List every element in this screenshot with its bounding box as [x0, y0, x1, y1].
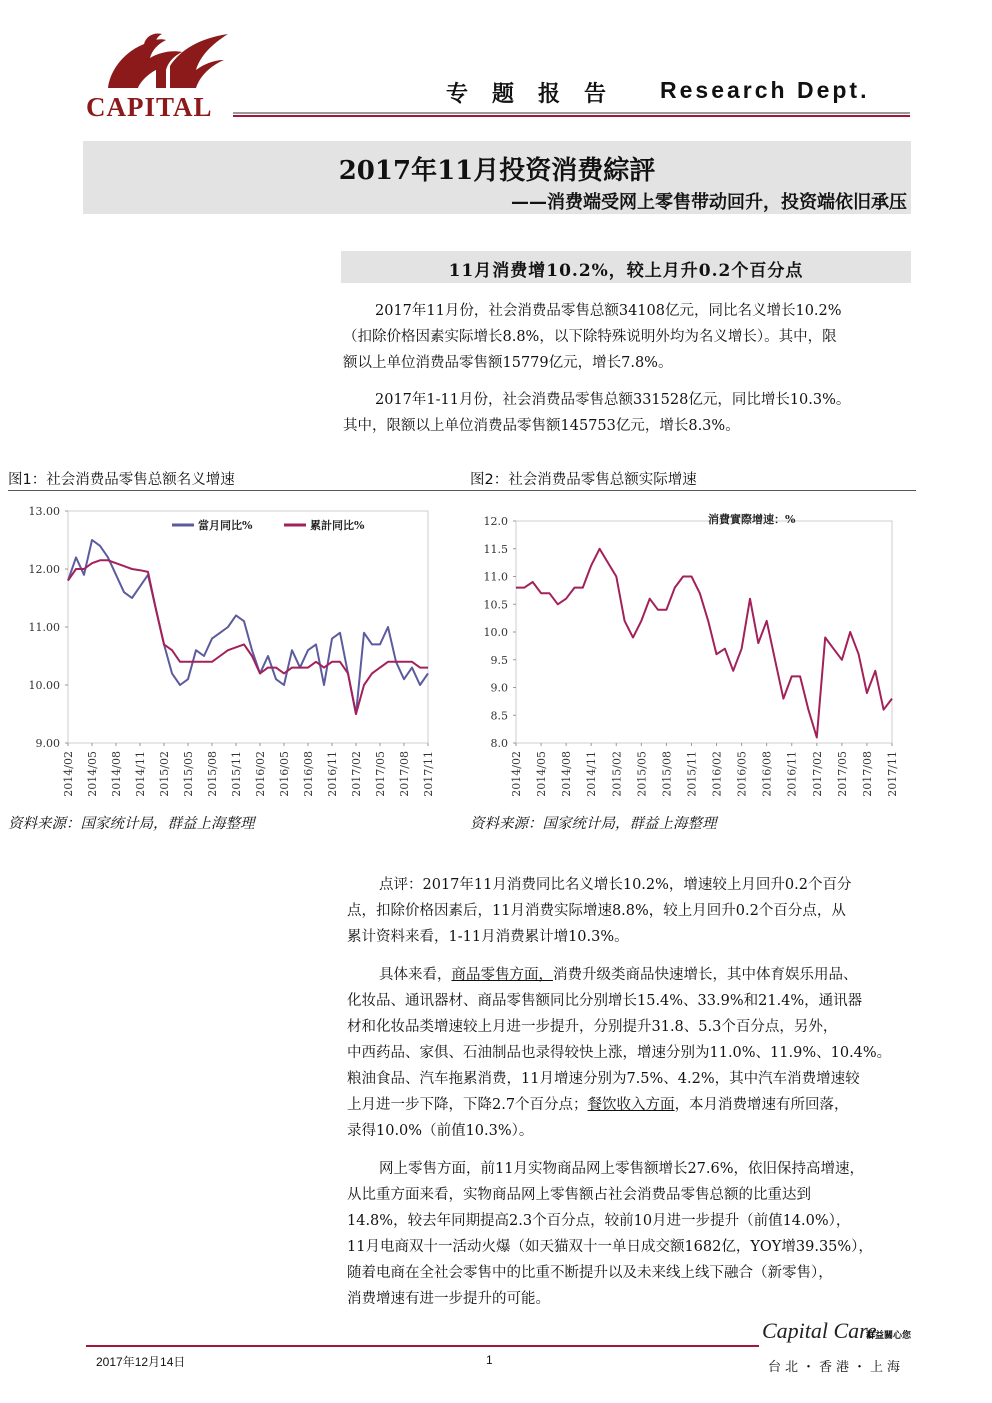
report-type: 专题报告 [446, 82, 631, 107]
y-tick-label: 10.00 [28, 679, 60, 692]
x-tick-label: 2014/11 [585, 751, 599, 797]
text-line [347, 1260, 927, 1286]
footer-date: 2017年12月14日 [96, 1355, 186, 1369]
y-tick-label: 11.0 [483, 570, 508, 584]
commentary-paragraph [347, 962, 927, 1144]
figure-divider [8, 490, 916, 491]
text-line [347, 1208, 927, 1234]
text-span: 11月电商双十一活动火爆（如天猫双十一单日成交额1682亿，YOY增39.35%）， [347, 1239, 873, 1255]
y-tick-label: 12.0 [483, 515, 508, 528]
x-tick-label: 2014/02 [62, 751, 75, 797]
logo-text: CAPITAL [86, 92, 213, 122]
page-number: 1 [486, 1353, 493, 1367]
x-tick-label: 2016/05 [735, 751, 749, 797]
text-line: 2017年11月份，社会消费品零售总额34108亿元，同比名义增长10.2% [375, 303, 842, 319]
footer-cities: 台北・香港・上海 [768, 1360, 905, 1375]
capital-logo-icon [100, 30, 235, 94]
text-span: 从比重方面来看，实物商品网上零售额占社会消费品零售总额的比重达到 [347, 1187, 811, 1203]
figure2-source: 资料来源：国家统计局，群益上海整理 [470, 816, 717, 832]
x-tick-label: 2017/08 [860, 751, 874, 797]
y-tick-label: 12.00 [28, 563, 60, 576]
x-tick-label: 2014/08 [560, 751, 574, 797]
chart-title: 消費實際增速：% [708, 513, 796, 526]
y-tick-label: 9.0 [490, 681, 508, 695]
x-tick-label: 2016/11 [326, 751, 339, 797]
x-tick-label: 2015/11 [685, 751, 699, 797]
x-tick-label: 2015/05 [182, 751, 195, 797]
x-tick-label: 2017/02 [350, 751, 363, 797]
footer-brand-cn: 群益關心您 [866, 1331, 912, 1341]
text-span: ，本月消费增速有所回落， [674, 1097, 849, 1113]
text-span: 消费升级类商品快速增长，其中体育娱乐用品、 [553, 967, 858, 983]
text-line [347, 962, 927, 988]
y-tick-label: 8.5 [490, 709, 508, 723]
x-tick-label: 2016/02 [710, 751, 724, 797]
commentary [347, 872, 927, 1312]
text-line [347, 1156, 927, 1182]
text-line: （扣除价格因素实际增长8.8%，以下除特殊说明外均为名义增长）。其中，限 [343, 329, 837, 345]
x-tick-label: 2017/08 [398, 751, 411, 797]
chart-real-growth [460, 495, 920, 805]
text-span: 随着电商在全社会零售中的比重不断提升以及未来线上线下融合（新零售）， [347, 1265, 833, 1281]
x-tick-label: 2015/08 [206, 751, 219, 797]
header-divider-accent [233, 115, 910, 117]
y-tick-label: 9.5 [490, 653, 508, 667]
page-title: 2017年11月投资消费綜評 [338, 156, 656, 186]
x-tick-label: 2017/05 [374, 751, 387, 797]
text-span: 粮油食品、汽车拖累消费，11月增速分别为7.5%、4.2%，其中汽车消费增速较 [347, 1071, 860, 1087]
x-tick-label: 2017/02 [810, 751, 824, 797]
text-span: 具体来看， [379, 967, 452, 983]
y-tick-label: 8.0 [490, 737, 508, 750]
legend-label: 當月同比% [198, 519, 253, 532]
text-span: 材和化妆品类增速较上月进一步提升，分别提升31.8、5.3个百分点，另外， [347, 1019, 838, 1035]
commentary-paragraph [347, 872, 927, 950]
text-span: 上月进一步下降，下降2.7个百分点； [347, 1097, 588, 1113]
text-span: 点评：2017年11月消费同比名义增长10.2%，增速较上月回升0.2个百分 [379, 877, 852, 893]
text-line [347, 1092, 927, 1118]
text-span: 录得10.0%（前值10.3%）。 [347, 1123, 534, 1139]
text-span: 网上零售方面，前11月实物商品网上零售额增长27.6%，依旧保持高增速， [379, 1161, 865, 1177]
text-line [347, 872, 927, 898]
plot-area [68, 511, 428, 743]
x-tick-label: 2017/05 [835, 751, 849, 797]
plot-area [516, 521, 892, 743]
page-subtitle: ——消费端受网上零售带动回升，投资端依旧承压 [511, 192, 907, 213]
text-line [347, 924, 927, 950]
x-tick-label: 2015/05 [635, 751, 649, 797]
underlined-text: 餐饮收入方面 [587, 1097, 675, 1113]
chart-nominal-growth [0, 495, 460, 805]
x-tick-label: 2015/02 [158, 751, 171, 797]
series-line-1 [516, 549, 892, 738]
text-span: 化妆品、通讯器材、商品零售额同比分别增长15.4%、33.9%和21.4%，通讯器 [347, 993, 863, 1009]
text-line [347, 1014, 927, 1040]
figure1-source: 资料来源：国家统计局，群益上海整理 [8, 816, 255, 832]
footer-brand: Capital Care [762, 1318, 877, 1343]
text-line [347, 1066, 927, 1092]
x-tick-label: 2014/05 [535, 751, 549, 797]
figure2-caption: 图2：社会消费品零售总额实际增速 [470, 472, 697, 488]
y-tick-label: 10.0 [483, 626, 508, 639]
y-tick-label: 11.5 [483, 542, 508, 556]
y-tick-label: 11.00 [28, 621, 60, 634]
header-divider [233, 112, 910, 114]
text-span: 点，扣除价格因素后，11月消费实际增速8.8%，较上月回升0.2个百分点，从 [347, 903, 846, 919]
text-line: 额以上单位消费品零售额15779亿元，增长7.8%。 [343, 355, 673, 371]
footer-divider [86, 1345, 759, 1347]
x-tick-label: 2015/02 [610, 751, 624, 797]
figure1-caption: 图1：社会消费品零售总额名义增速 [8, 472, 235, 488]
x-tick-label: 2015/11 [230, 751, 243, 797]
intro-paragraph-2 [343, 387, 923, 439]
intro-paragraph-1 [343, 298, 923, 376]
x-tick-label: 2017/11 [886, 751, 899, 797]
legend-label: 累計同比% [310, 519, 365, 532]
text-line [347, 988, 927, 1014]
x-tick-label: 2014/08 [110, 751, 123, 797]
text-line [347, 1040, 927, 1066]
text-line [347, 1182, 927, 1208]
y-tick-label: 9.00 [35, 737, 60, 750]
x-tick-label: 2015/08 [660, 751, 674, 797]
x-tick-label: 2014/11 [134, 751, 147, 797]
text-line [347, 1286, 927, 1312]
x-tick-label: 2016/08 [302, 751, 315, 797]
x-tick-label: 2016/05 [278, 751, 291, 797]
text-span: 累计资料来看，1-11月消费累计增10.3%。 [347, 929, 629, 945]
text-span: 消费增速有进一步提升的可能。 [347, 1291, 550, 1307]
text-span: 14.8%，较去年同期提高2.3个百分点，较前10月进一步提升（前值14.0%）， [347, 1213, 851, 1229]
text-line: 其中，限额以上单位消费品零售额145753亿元，增长8.3%。 [343, 418, 740, 434]
text-span: 中西药品、家俱、石油制品也录得较快上涨，增速分别为11.0%、11.9%、10.4%。 [347, 1045, 892, 1061]
x-tick-label: 2014/05 [86, 751, 99, 797]
x-tick-label: 2016/11 [785, 751, 799, 797]
y-tick-label: 13.00 [28, 505, 60, 518]
underlined-text: 商品零售方面， [451, 967, 553, 983]
text-line [347, 898, 927, 924]
x-tick-label: 2016/02 [254, 751, 267, 797]
dept-label: Research Dept. [660, 77, 870, 103]
y-tick-label: 10.5 [483, 598, 508, 612]
x-tick-label: 2017/11 [422, 751, 435, 797]
text-line [347, 1234, 927, 1260]
x-tick-label: 2014/02 [510, 751, 523, 797]
text-line [347, 1118, 927, 1144]
text-line: 2017年1-11月份，社会消费品零售总额331528亿元，同比增长10.3%。 [375, 392, 851, 408]
section-title: 11月消费增10.2%，较上月升0.2个百分点 [448, 261, 804, 281]
commentary-paragraph [347, 1156, 927, 1312]
x-tick-label: 2016/08 [760, 751, 774, 797]
